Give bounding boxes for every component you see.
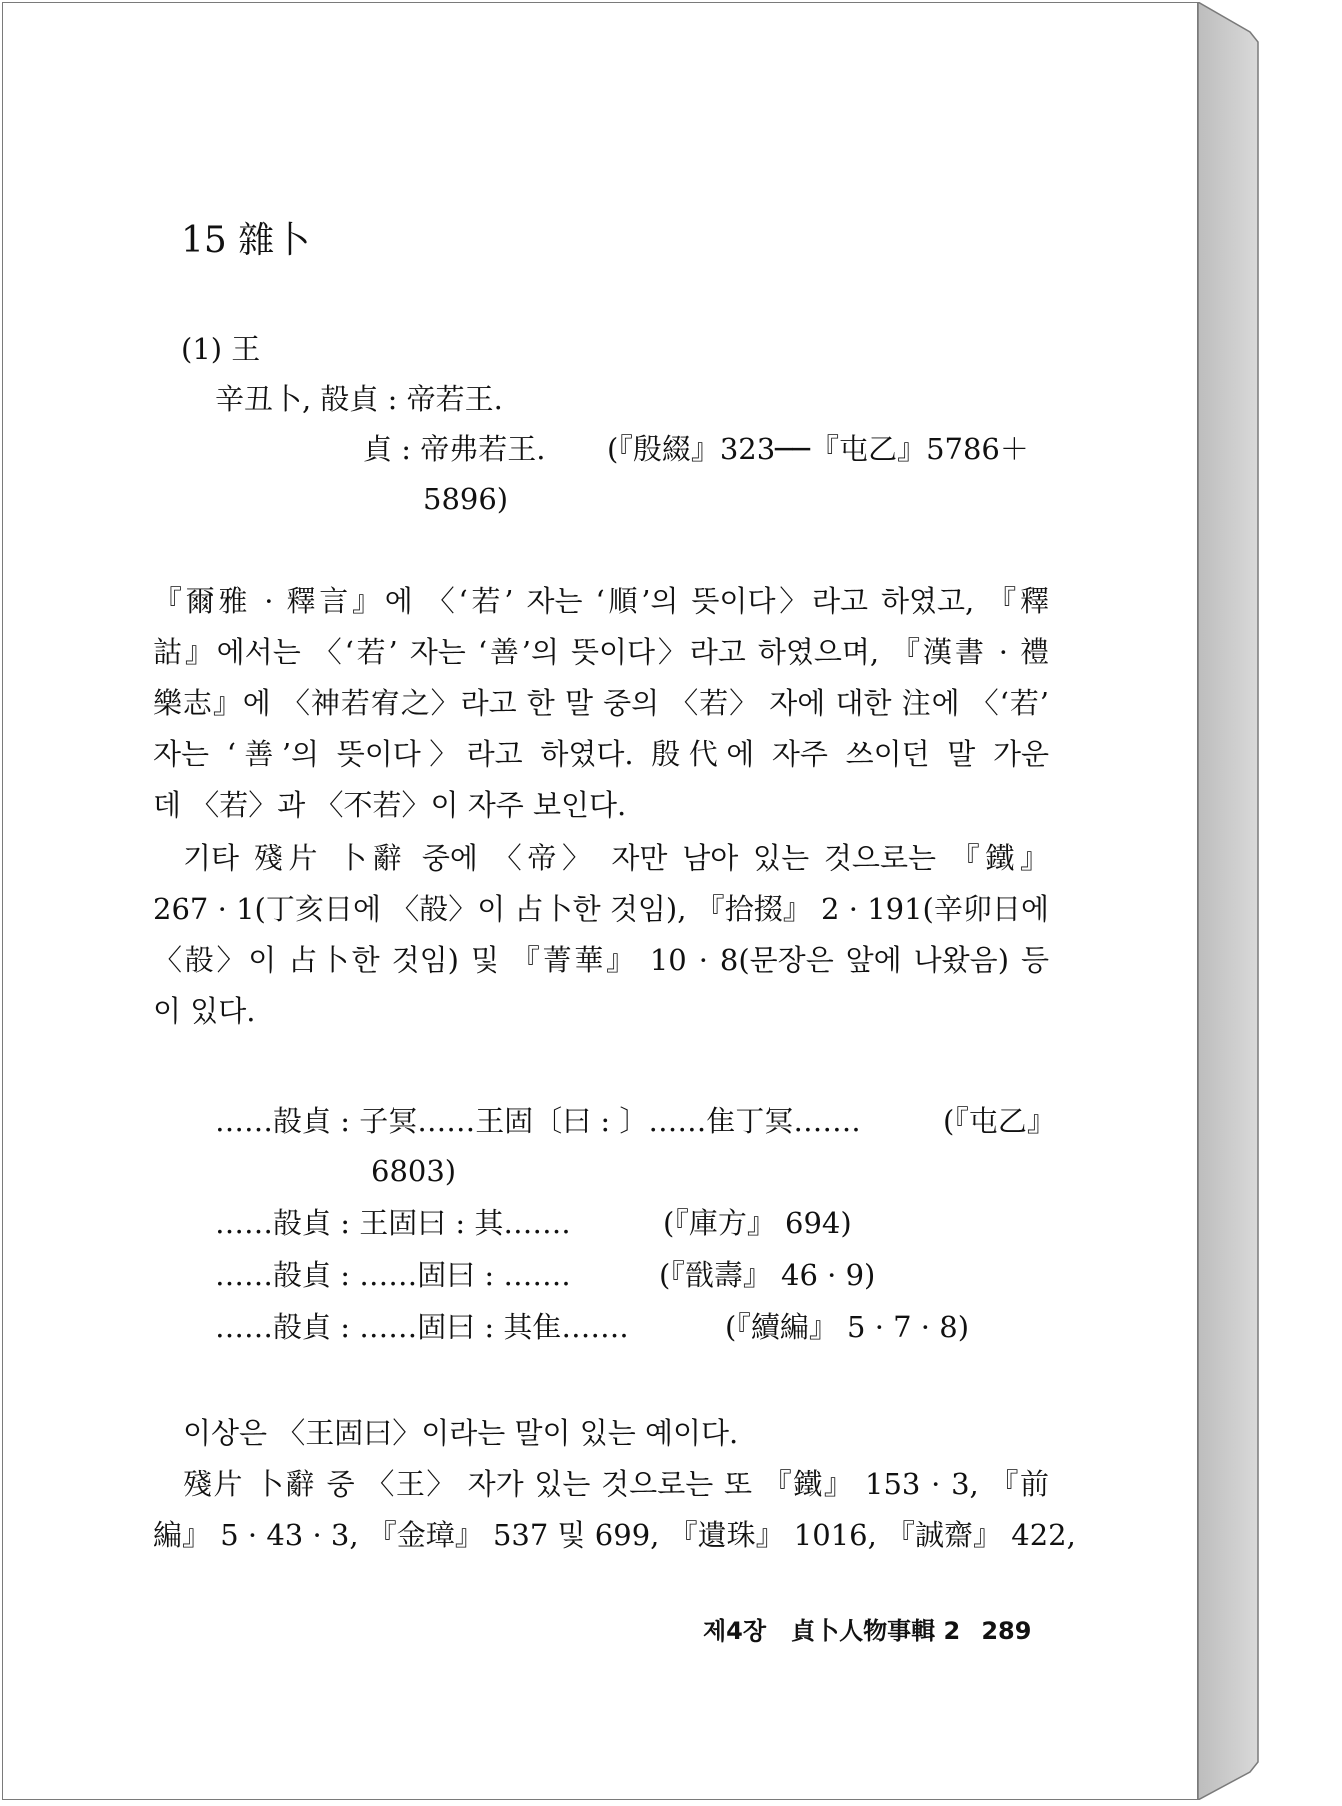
inscription-line: 辛丑卜, 㱿貞 : 帝若王. [215, 382, 503, 416]
example-reference: (『庫方』 694) [663, 1206, 852, 1240]
page-number: 289 [981, 1617, 1032, 1645]
paragraph-line: 이상은 〈王固曰〉이라는 말이 있는 예이다. [183, 1416, 739, 1450]
example-line: ……㱿貞 : 子冥……王固〔曰 : 〕……隹丁冥……. [215, 1104, 861, 1138]
inscription-reference: (『殷綴』323──『屯乙』5786＋ [607, 432, 1029, 466]
paragraph-line: 『爾雅 · 釋言』에 〈‘若’ 자는 ‘順’의 뜻이다〉라고 하였고, 『釋 [153, 584, 1049, 618]
page-footer [703, 1611, 1053, 1651]
paragraph-line: 기타 殘片 卜辭 중에 〈帝〉 자만 남아 있는 것으로는 『鐵』 [183, 841, 1049, 875]
example-reference: (『屯乙』 [943, 1104, 1056, 1138]
paragraph-line: 殘片 卜辭 중 〈王〉 자가 있는 것으로는 또 『鐵』 153 · 3, 『前 [183, 1467, 1049, 1501]
paragraph-line: 자는 ‘善’의 뜻이다〉라고 하였다. 殷代에 자주 쓰이던 말 가운 [153, 737, 1049, 771]
example-reference: 6803) [371, 1154, 457, 1188]
example-line: ……㱿貞 : ……固曰 : ……. [215, 1258, 571, 1292]
footer-chapter: 제4장 [703, 1617, 767, 1645]
book-page [2, 2, 1198, 1800]
footer-title: 貞卜人物事輯 2 [791, 1617, 961, 1645]
inscription-line: 貞 : 帝弗若王. [363, 432, 546, 466]
paragraph-line: 編』 5 · 43 · 3, 『金璋』 537 및 699, 『遺珠』 1016, 『誠齋』 422, [153, 1518, 1076, 1552]
example-line: ……㱿貞 : 王固曰 : 其……. [215, 1206, 571, 1240]
example-reference: (『戩壽』 46 · 9) [659, 1258, 876, 1292]
paragraph-line: 데 〈若〉과 〈不若〉이 자주 보인다. [153, 788, 627, 822]
inscription-reference: 5896) [423, 482, 509, 516]
paragraph-line: 이 있다. [153, 994, 256, 1028]
example-line: ……㱿貞 : ……固曰 : 其隹……. [215, 1310, 629, 1344]
paragraph-line: 樂志』에 〈神若宥之〉라고 한 말 중의 〈若〉 자에 대한 注에 〈‘若’ [153, 686, 1049, 720]
paragraph-line: 267 · 1(丁亥日에 〈㱿〉이 占卜한 것임), 『拾掇』 2 · 191(辛卯日에 [153, 892, 1049, 926]
book-spine-edge [1198, 2, 1262, 1800]
example-reference: (『續編』 5 · 7 · 8) [725, 1310, 970, 1344]
paragraph-line: 詁』에서는 〈‘若’ 자는 ‘善’의 뜻이다〉라고 하였으며, 『漢書 · 禮 [153, 635, 1049, 669]
sub-heading: (1) 王 [181, 332, 261, 366]
section-title: 15 雜卜 [181, 220, 311, 261]
paragraph-line: 〈㱿〉이 占卜한 것임) 및 『菁華』 10 · 8(문장은 앞에 나왔음) 등 [153, 943, 1049, 977]
